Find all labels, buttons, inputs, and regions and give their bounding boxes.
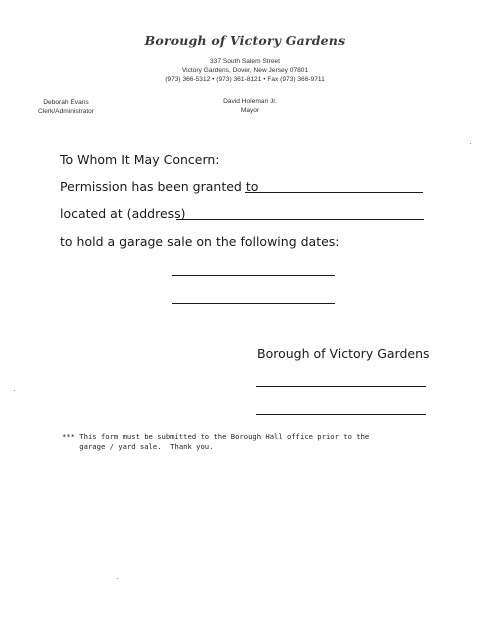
footnote (62, 432, 442, 452)
footnote-line-2: garage / yard sale. Thank you. (62, 442, 214, 451)
letterhead-address-street: 337 South Salem Street (209, 58, 280, 65)
footnote-line-1: *** This form must be submitted to the Borough Hall office prior to the (62, 432, 370, 441)
mayor-title: Mayor (240, 107, 260, 114)
signature-blank-2[interactable] (256, 414, 426, 415)
clerk-title: Clerk/Administrator (37, 108, 95, 115)
permission-label: Permission has been granted to (60, 179, 259, 194)
official-mayor (204, 97, 296, 115)
date-blank-2[interactable] (172, 303, 335, 304)
letterhead-address-city: Victory Gardens, Dover, New Jersey 07801 (181, 67, 309, 74)
mayor-name: David Holeman Jr. (223, 98, 277, 105)
letterhead-title: Borough of Victory Gardens (144, 33, 346, 48)
official-clerk (20, 98, 112, 116)
clerk-name: Deborah Evans (43, 99, 89, 106)
scan-speck (117, 578, 118, 579)
letterhead-phone-fax: (973) 366-5312 • (973) 361-8121 • Fax (973) 366-9711 (165, 76, 325, 83)
date-blank-1[interactable] (172, 275, 335, 276)
address-label: located at (address) (60, 206, 186, 221)
signature-org: Borough of Victory Gardens (257, 346, 430, 361)
greeting: To Whom It May Concern: (60, 152, 220, 167)
permission-name-blank[interactable] (245, 192, 423, 193)
scan-speck (14, 390, 15, 391)
address-blank[interactable] (176, 219, 424, 220)
scan-speck (470, 143, 471, 144)
signature-blank-1[interactable] (256, 386, 426, 387)
dates-label: to hold a garage sale on the following dates: (60, 234, 340, 249)
